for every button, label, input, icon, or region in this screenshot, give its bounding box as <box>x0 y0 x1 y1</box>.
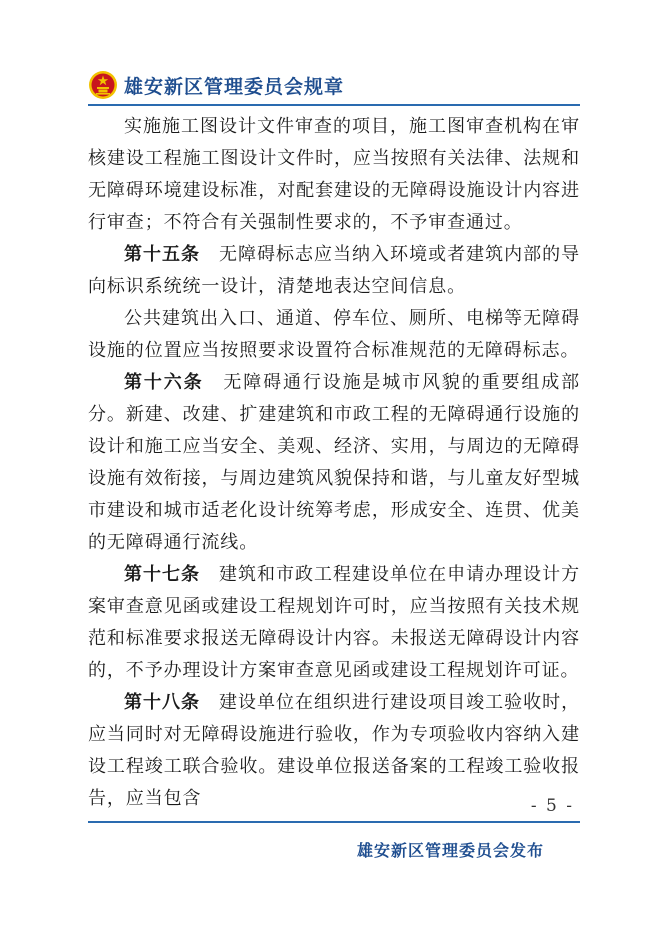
paragraph-text: 建设单位在组织进行建设项目竣工验收时，应当同时对无障碍设施进行验收，作为专项验收内容纳入建设工程竣工联合验收。建设单位报送备案的工程竣工验收报告，应当包含 <box>88 692 580 809</box>
article-number: 第十五条 <box>124 244 201 265</box>
paragraph-text: 无障碍通行设施是城市风貌的重要组成部分。新建、改建、扩建建筑和市政工程的无障碍通行设施的设计和施工应当安全、美观、经济、实用，与周边的无障碍设施有效衔接，与周边建筑风貌保持和谐，与儿童友好型城市建设和城市适老化设计统筹考虑，形成安全、连贯、优美的无障碍通行流线。 <box>88 372 581 553</box>
header-divider <box>88 104 580 106</box>
paragraph <box>88 239 580 303</box>
paragraph <box>88 559 580 687</box>
paragraph-text: 无障碍标志应当纳入环境或者建筑内部的导向标识系统统一设计，清楚地表达空间信息。 <box>88 244 580 297</box>
paragraph-text: 建筑和市政工程建设单位在申请办理设计方案审查意见函或建设工程规划许可时，应当按照有关技术规范和标准要求报送无障碍设计内容。未报送无障碍设计内容的，不予办理设计方案审查意见函或建设工程规划许可证。 <box>88 564 580 681</box>
article-number: 第十八条 <box>124 692 201 713</box>
footer-divider <box>88 821 580 823</box>
article-number: 第十六条 <box>124 372 204 393</box>
footer-publisher: 雄安新区管理委员会发布 <box>356 841 544 860</box>
paragraph <box>88 367 580 559</box>
page-number: - 5 - <box>530 796 574 816</box>
national-emblem-icon <box>88 70 118 100</box>
paragraph <box>88 687 580 815</box>
document-body <box>88 111 580 815</box>
header-title: 雄安新区管理委员会规章 <box>124 75 345 98</box>
article-number: 第十七条 <box>124 564 201 585</box>
document-header <box>88 68 344 102</box>
paragraph <box>88 111 580 239</box>
paragraph-text: 公共建筑出入口、通道、停车位、厕所、电梯等无障碍设施的位置应当按照要求设置符合标准规范的无障碍标志。 <box>88 308 580 361</box>
paragraph-text: 实施施工图设计文件审查的项目，施工图审查机构在审核建设工程施工图设计文件时，应当按照有关法律、法规和无障碍环境建设标准，对配套建设的无障碍设施设计内容进行审查；不符合有关强制性要求的，不予审查通过。 <box>88 116 580 233</box>
paragraph <box>88 303 580 367</box>
